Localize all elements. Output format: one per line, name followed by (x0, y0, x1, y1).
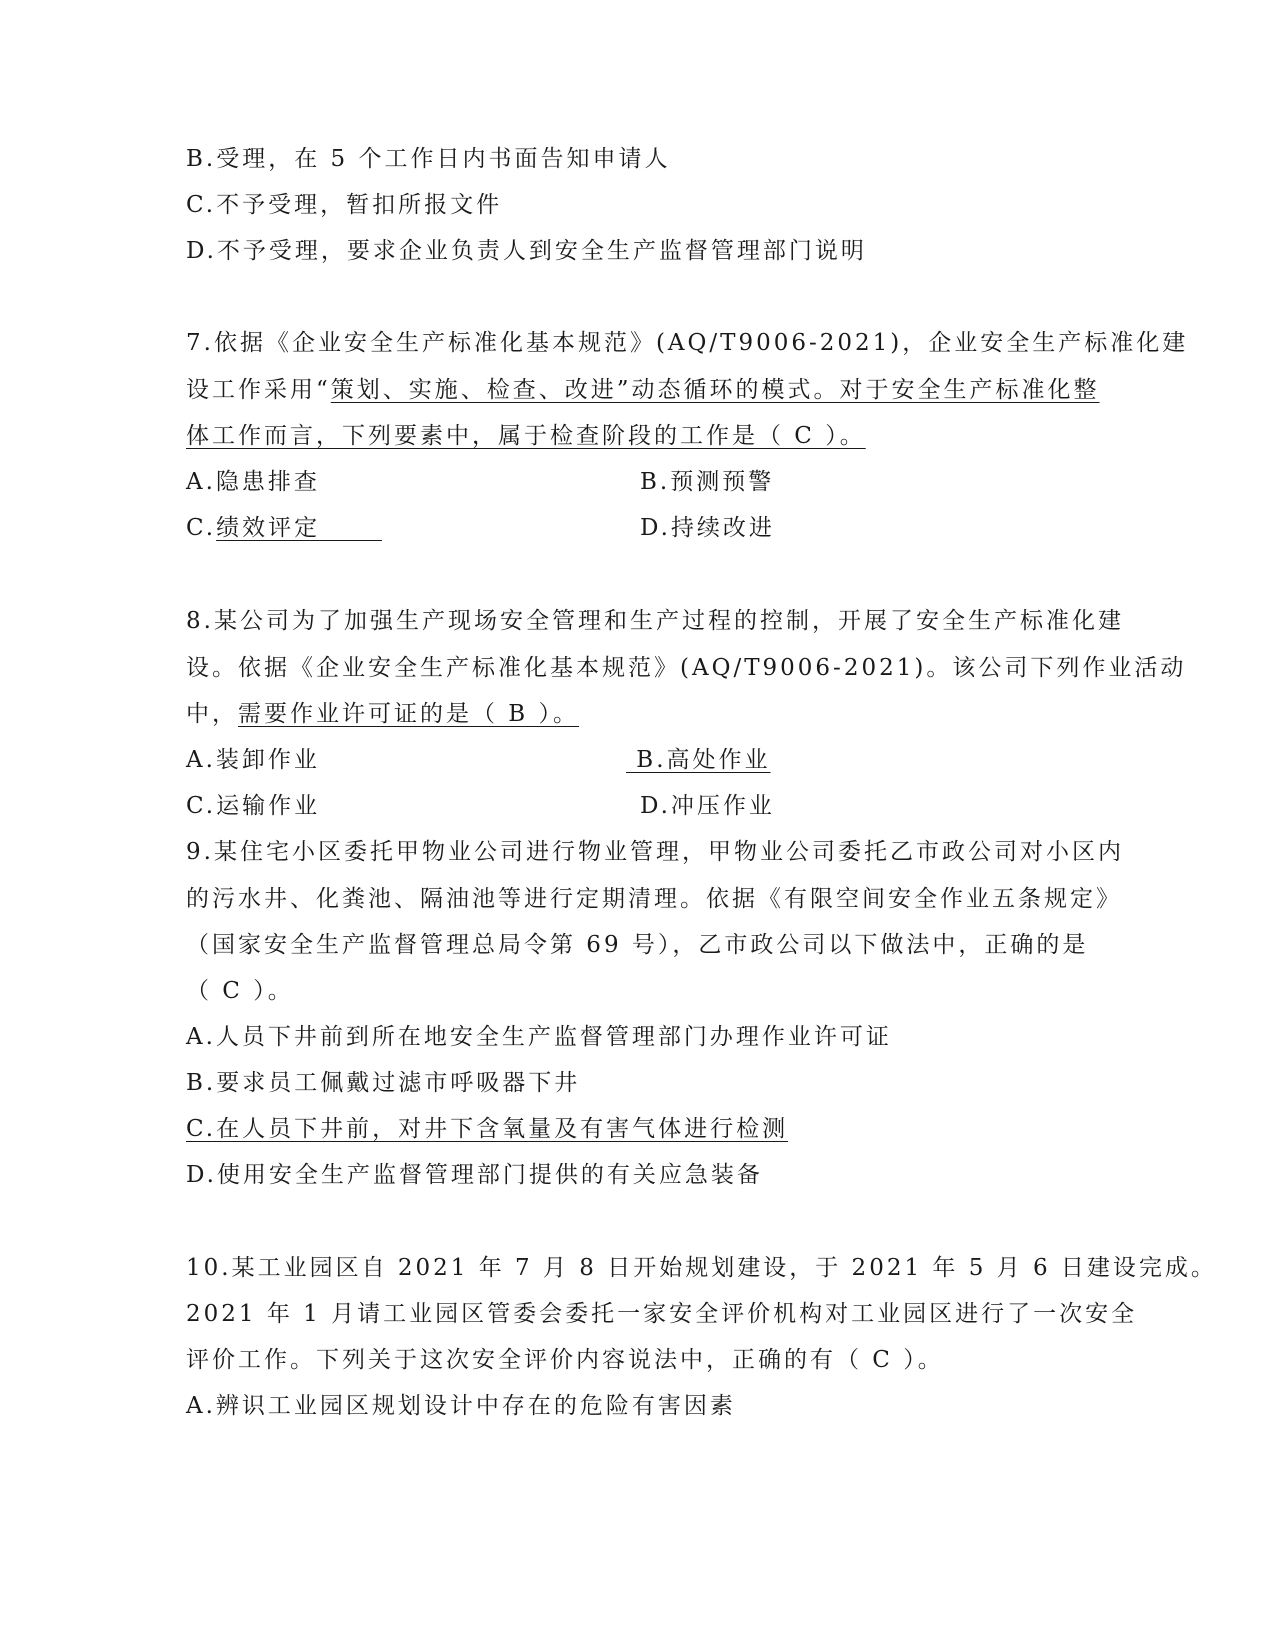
q8-stem-line1: 8.某公司为了加强生产现场安全管理和生产过程的控制，开展了安全生产标准化建 (186, 608, 1124, 634)
q9-stem-line3: （国家安全生产监督管理总局令第 69 号），乙市政公司以下做法中，正确的是 (186, 932, 1089, 958)
q9-stem-line2: 的污水井、化粪池、隔油池等进行定期清理。依据《有限空间安全作业五条规定》 (186, 886, 1122, 912)
q7-stem-line1: 7.依据《企业安全生产标准化基本规范》(AQ/T9006-2021)，企业安全生产标准化建 (186, 330, 1189, 356)
q8-stem-line2: 设。依据《企业安全生产标准化基本规范》(AQ/T9006-2021)。该公司下列作业活动 (186, 655, 1187, 681)
q8-stem-line3-underlined: 需要作业许可证的是（ B ）。 (238, 701, 580, 727)
q7-stem-line3-underlined: 体工作而言，下列要素中，属于检查阶段的工作是（ C ）。 (186, 423, 866, 449)
q7-option-c (186, 513, 382, 543)
q8-stem-line3-text: 中， (186, 701, 238, 727)
q8-option-a: A.装卸作业 (186, 747, 320, 773)
q7-option-d: D.持续改进 (640, 515, 775, 541)
q9-option-a: A.人员下井前到所在地安全生产监督管理部门办理作业许可证 (186, 1024, 892, 1050)
q9-stem-line4: （ C ）。 (186, 978, 294, 1004)
q7-stem-line2-text: 设工作采用“ (186, 377, 331, 403)
q6-option-b: B.受理，在 5 个工作日内书面告知申请人 (186, 146, 671, 172)
q9-option-d: D.使用安全生产监督管理部门提供的有关应急装备 (186, 1162, 763, 1188)
q9-stem-line1: 9.某住宅小区委托甲物业公司进行物业管理，甲物业公司委托乙市政公司对小区内 (186, 839, 1124, 865)
q7-stem-line2-underlined: 策划、实施、检查、改进”动态循环的模式。对于安全生产标准化整 (330, 377, 1100, 403)
q8-stem-line3 (186, 699, 579, 729)
q10-stem-line2: 2021 年 1 月请工业园区管委会委托一家安全评价机构对工业园区进行了一次安全 (186, 1301, 1138, 1327)
q10-stem-line3: 评价工作。下列关于这次安全评价内容说法中，正确的有（ C ）。 (186, 1347, 944, 1373)
q7-option-b: B.预测预警 (640, 469, 775, 495)
q7-stem-line3 (186, 421, 866, 451)
q7-stem-line2 (186, 375, 1100, 405)
q6-option-c: C.不予受理，暂扣所报文件 (186, 192, 503, 218)
q8-option-d: D.冲压作业 (640, 793, 775, 819)
q10-stem-line1: 10.某工业园区自 2021 年 7 月 8 日开始规划建设，于 2021 年 5 月 6 日建设完成。 (186, 1255, 1217, 1281)
q7-option-c-label: C. (186, 515, 217, 541)
q9-option-c: C.在人员下井前，对井下含氧量及有害气体进行检测 (186, 1116, 789, 1142)
q6-option-d: D.不予受理，要求企业负责人到安全生产监督管理部门说明 (186, 238, 867, 264)
q7-option-c-answer: 绩效评定 (216, 515, 382, 541)
q8-option-b: B.高处作业 (626, 747, 771, 773)
q7-option-a: A.隐患排查 (186, 469, 320, 495)
q10-option-a: A.辨识工业园区规划设计中存在的危险有害因素 (186, 1393, 736, 1419)
q9-option-b: B.要求员工佩戴过滤市呼吸器下井 (186, 1070, 581, 1096)
q8-option-c: C.运输作业 (186, 793, 321, 819)
